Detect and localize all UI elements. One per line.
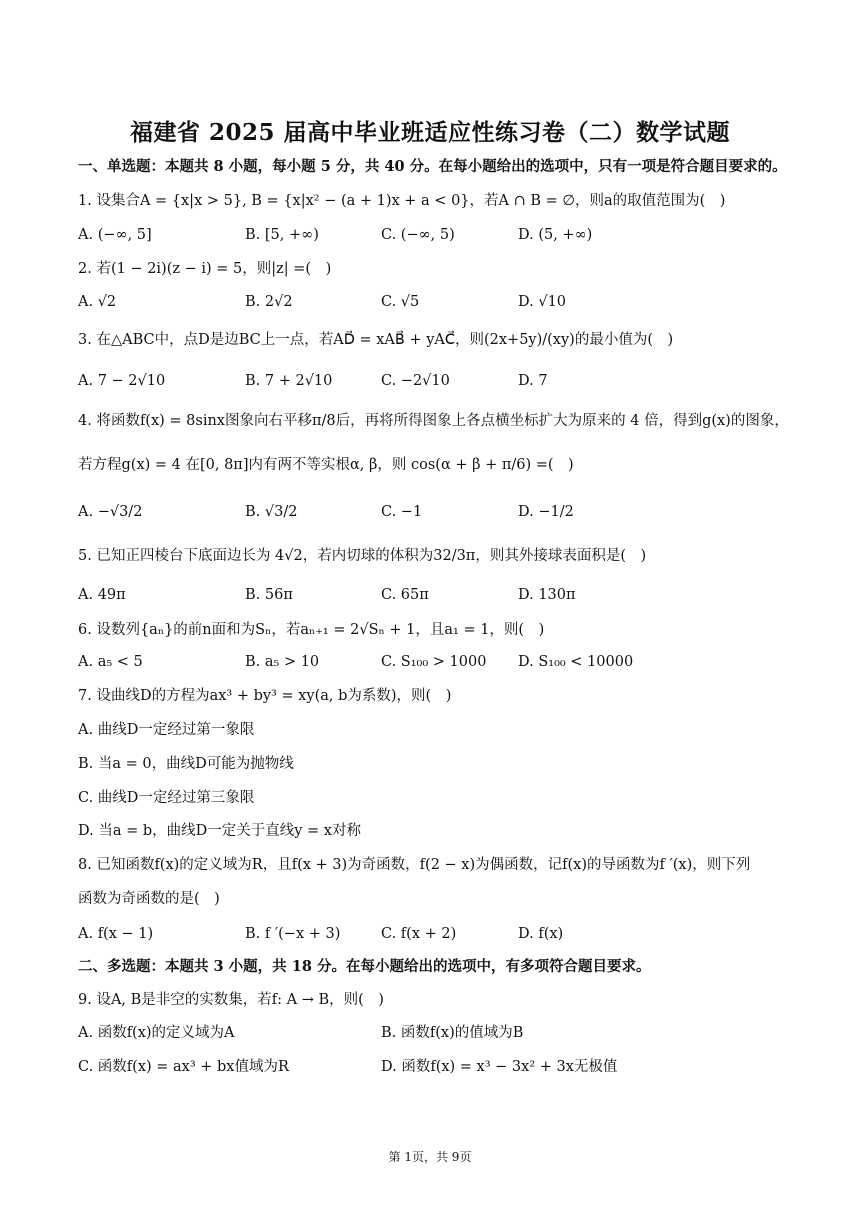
question-5-option-c: C. 65π: [381, 587, 429, 603]
question-1-option-c: C. (−∞, 5): [381, 227, 455, 243]
question-3-option-d: D. 7: [518, 373, 548, 389]
question-5-option-a: A. 49π: [78, 587, 126, 603]
question-9-stem: 9. 设A, B是非空的实数集，若f: A → B，则( ): [78, 992, 384, 1008]
question-8-option-a: A. f(x − 1): [78, 926, 154, 942]
question-4-stem-continued: 若方程g(x) = 4 在[0, 8π]内有两不等实根α, β，则 cos(α + β + π/6) =( ): [78, 457, 574, 473]
question-6-option-b: B. a₅ > 10: [245, 654, 320, 670]
question-5-option-b: B. 56π: [245, 587, 293, 603]
question-9-option-d: D. 函数f(x) = x³ − 3x² + 3x无极值: [381, 1059, 618, 1075]
question-9-option-c: C. 函数f(x) = ax³ + bx值域为R: [78, 1059, 289, 1075]
section-heading-single-choice: 一、单选题：本题共 8 小题，每小题 5 分，共 40 分。在每小题给出的选项中，只有一项是符合题目要求的。: [78, 158, 787, 175]
question-4-option-a: A. −√3/2: [78, 504, 143, 520]
question-7-option-a: A. 曲线D一定经过第一象限: [78, 722, 255, 738]
question-2-option-d: D. √10: [518, 294, 567, 310]
question-3-option-a: A. 7 − 2√10: [78, 373, 166, 389]
question-7-stem: 7. 设曲线D的方程为ax³ + by³ = xy(a, b为系数)，则( ): [78, 688, 452, 704]
question-9-option-a: A. 函数f(x)的定义域为A: [78, 1025, 235, 1041]
question-8-option-b: B. f ′(−x + 3): [245, 926, 341, 942]
question-8-option-d: D. f(x): [518, 926, 564, 942]
question-3-stem: 3. 在△ABC中，点D是边BC上一点，若AD⃗ = xAB⃗ + yAC⃗，则(2x+5y)/(xy)的最小值为( ): [78, 332, 674, 348]
question-1-option-a: A. (−∞, 5]: [78, 227, 152, 243]
question-1-stem: 1. 设集合A = {x|x > 5}, B = {x|x² − (a + 1)x + a < 0}，若A ∩ B = ∅，则a的取值范围为( ): [78, 193, 726, 209]
question-1-option-d: D. (5, +∞): [518, 227, 593, 243]
question-7-option-c: C. 曲线D一定经过第三象限: [78, 790, 255, 806]
question-3-option-b: B. 7 + 2√10: [245, 373, 333, 389]
question-9-option-b: B. 函数f(x)的值域为B: [381, 1025, 524, 1041]
question-4-option-b: B. √3/2: [245, 504, 298, 520]
question-2-option-c: C. √5: [381, 294, 420, 310]
page-footer: 第 1页，共 9页: [388, 1150, 472, 1164]
question-7-option-d: D. 当a = b，曲线D一定关于直线y = x对称: [78, 823, 361, 839]
question-5-option-d: D. 130π: [518, 587, 576, 603]
question-2-option-b: B. 2√2: [245, 294, 293, 310]
question-4-option-d: D. −1/2: [518, 504, 574, 520]
question-4-stem: 4. 将函数f(x) = 8sinx图象向右平移π/8后，再将所得图象上各点横坐标扩大为原来的 4 倍，得到g(x)的图象，: [78, 413, 789, 429]
question-2-stem: 2. 若(1 − 2i)(z − i) = 5，则|z| =( ): [78, 261, 332, 277]
question-8-stem: 8. 已知函数f(x)的定义域为R，且f(x + 3)为奇函数，f(2 − x)为偶函数，记f(x)的导函数为f ′(x)，则下列: [78, 857, 751, 873]
question-6-option-a: A. a₅ < 5: [78, 654, 143, 670]
question-2-option-a: A. √2: [78, 294, 117, 310]
question-8-stem-continued: 函数为奇函数的是( ): [78, 891, 220, 907]
question-4-option-c: C. −1: [381, 504, 423, 520]
question-7-option-b: B. 当a = 0，曲线D可能为抛物线: [78, 756, 294, 772]
question-6-option-c: C. S₁₀₀ > 1000: [381, 654, 487, 670]
question-3-option-c: C. −2√10: [381, 373, 450, 389]
question-1-option-b: B. [5, +∞): [245, 227, 319, 243]
section-heading-multiple-choice: 二、多选题：本题共 3 小题，共 18 分。在每小题给出的选项中，有多项符合题目要求。: [78, 958, 651, 975]
question-6-option-d: D. S₁₀₀ < 10000: [518, 654, 634, 670]
question-5-stem: 5. 已知正四棱台下底面边长为 4√2，若内切球的体积为32/3π，则其外接球表面积是( ): [78, 548, 647, 564]
question-8-option-c: C. f(x + 2): [381, 926, 457, 942]
page-title: 福建省 2025 届高中毕业班适应性练习卷（二）数学试题: [129, 119, 731, 146]
question-6-stem: 6. 设数列{aₙ}的前n面和为Sₙ，若aₙ₊₁ = 2√Sₙ + 1，且a₁ = 1，则( ): [78, 622, 545, 638]
